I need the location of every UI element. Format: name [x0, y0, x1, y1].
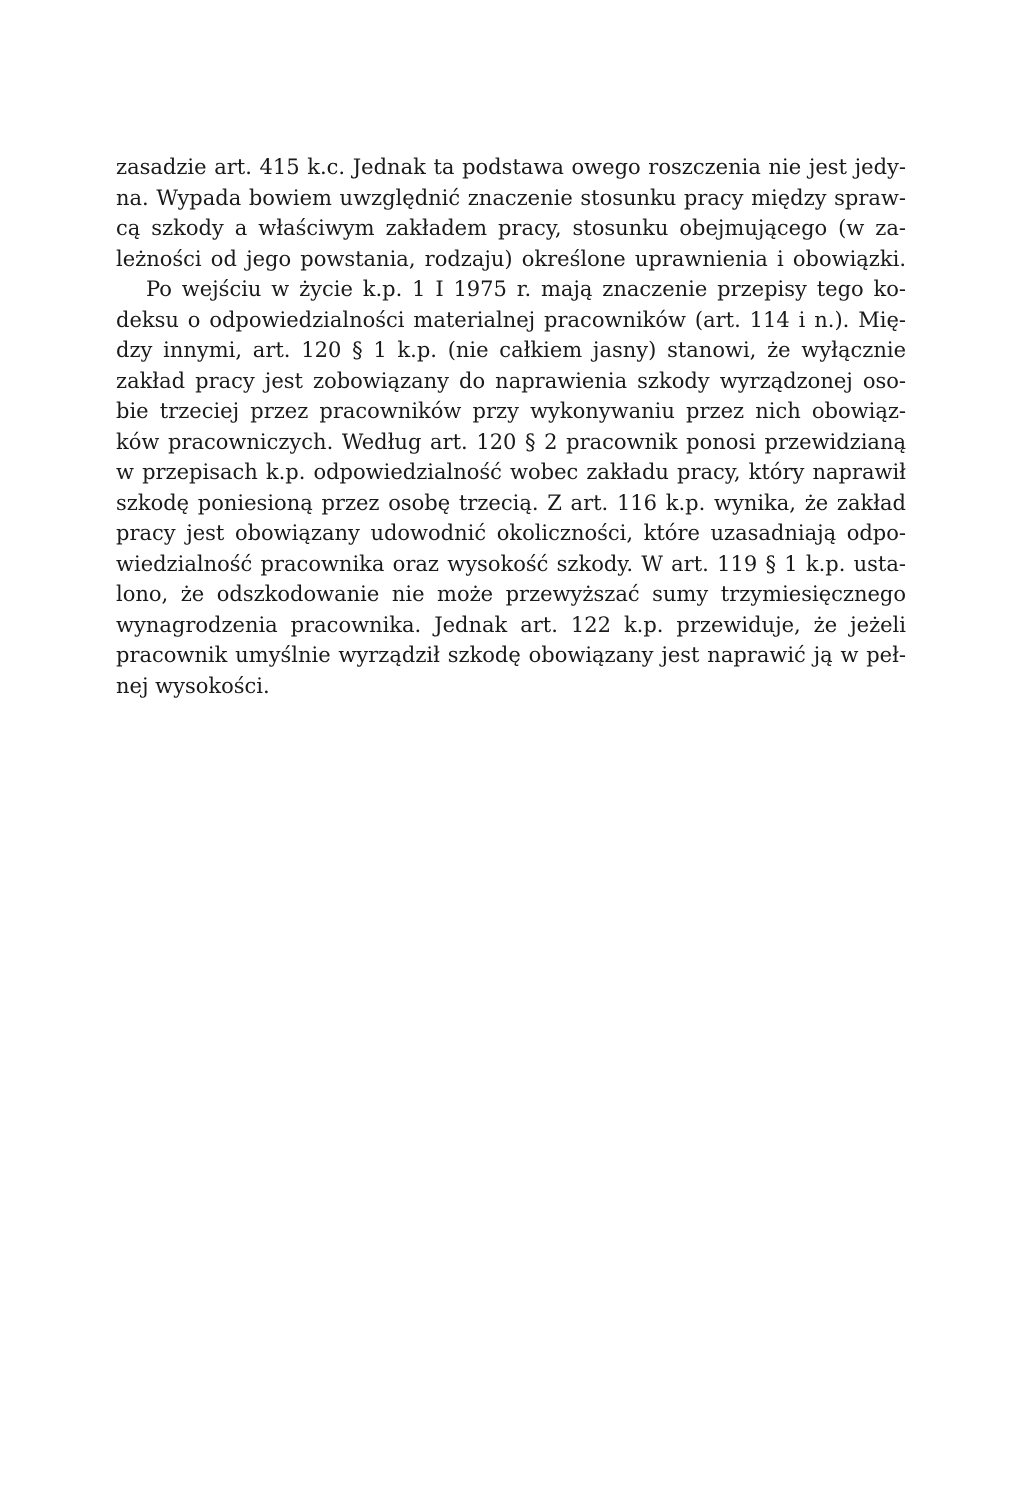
text-line: zasadzie art. 415 k.c. Jednak ta podstawa owego roszczenia nie jest jedy- — [116, 155, 906, 179]
text-line-paragraph-start: Po wejściu w życie k.p. 1 I 1975 r. mają znaczenie przepisy tego ko- — [146, 277, 906, 301]
text-line: ków pracowniczych. Według art. 120 § 2 pracownik ponosi przewidzianą — [116, 429, 906, 454]
text-line: pracy jest obowiązany udowodnić okoliczności, które uzasadniają odpo- — [116, 521, 906, 545]
text-line: szkodę poniesioną przez osobę trzecią. Z art. 116 k.p. wynika, że zakład — [116, 490, 906, 515]
text-line: lono, że odszkodowanie nie może przewyższać sumy trzymiesięcznego — [116, 582, 906, 606]
text-line: w przepisach k.p. odpowiedzialność wobec zakładu pracy, który naprawił — [116, 460, 906, 484]
text-line: bie trzeciej przez pracowników przy wykonywaniu przez nich obowiąz- — [116, 399, 906, 423]
body-text — [116, 152, 906, 701]
text-line: wiedzialność pracownika oraz wysokość szkody. W art. 119 § 1 k.p. usta- — [116, 551, 906, 576]
text-line: zakład pracy jest zobowiązany do naprawienia szkody wyrządzonej oso- — [116, 368, 906, 393]
text-line: cą szkody a właściwym zakładem pracy, stosunku obejmującego (w za- — [116, 216, 906, 240]
text-line: wynagrodzenia pracownika. Jednak art. 122 k.p. przewiduje, że jeżeli — [116, 612, 906, 637]
text-line: deksu o odpowiedzialności materialnej pracowników (art. 114 i n.). Mię- — [116, 307, 906, 332]
text-line-last: nej wysokości. — [116, 673, 270, 698]
text-line: na. Wypada bowiem uwzględnić znaczenie stosunku pracy między spraw- — [116, 185, 906, 210]
text-line: dzy innymi, art. 120 § 1 k.p. (nie całkiem jasny) stanowi, że wyłącznie — [116, 338, 906, 362]
text-line: leżności od jego powstania, rodzaju) określone uprawnienia i obowiązki. — [116, 246, 906, 271]
text-line: pracownik umyślnie wyrządził szkodę obowiązany jest naprawić ją w peł- — [116, 643, 906, 667]
